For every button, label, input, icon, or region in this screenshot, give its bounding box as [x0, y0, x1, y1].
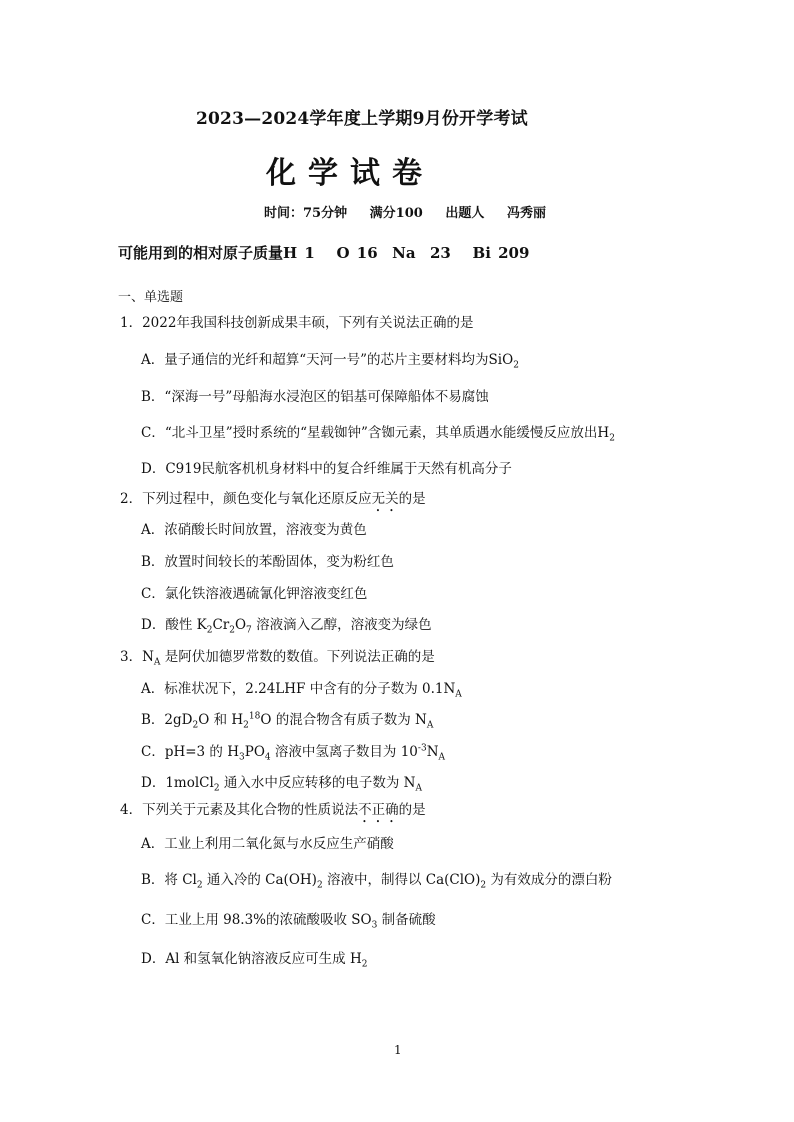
question-4-option-d: D．Al 和氢氧化钠溶液反应可生成 $H_2$: [141, 951, 368, 970]
question-4-option-a: A．工业上利用二氧化氮与水反应生产硝酸: [141, 836, 394, 852]
question-3-option-a: A．标准状况下，2.24LHF 中含有的分子数为 $0.1N_A$: [141, 681, 462, 700]
question-1-option-b: B．“深海一号”母船海水浸泡区的铝基可保障船体不易腐蚀: [141, 389, 489, 405]
question-2-option-b: B．放置时间较长的苯酚固体，变为粉红色: [141, 554, 394, 570]
question-1-option-d: D．C919民航客机机身材料中的复合纤维属于天然有机高分子: [141, 461, 512, 477]
question-3-option-b: B．$2gD_2O$ 和 $H_2^{18}O$ 的混合物含有质子数为 $N_A$: [141, 711, 434, 731]
page-number: 1: [394, 1043, 402, 1057]
question-2-option-a: A．浓硝酸长时间放置，溶液变为黄色: [141, 522, 367, 538]
emphasis-dots: 不正确: [358, 802, 399, 818]
question-3-option-c: C．pH=3 的 $H_3PO_4$ 溶液中氢离子数目为 $10^{-3}N_A$: [141, 743, 445, 763]
main-title: 化学试卷: [266, 156, 434, 191]
section-heading: 一、单选题: [118, 290, 184, 305]
question-4-stem: 4．下列关于元素及其化合物的性质说法不正确的是: [120, 802, 426, 818]
emphasis-dots: 无关: [371, 491, 399, 507]
question-2-stem: 2．下列过程中，颜色变化与氧化还原反应无关的是: [120, 491, 426, 507]
exam-info: 时间：75分钟 满分100 出题人 冯秀丽: [264, 206, 546, 221]
exam-title: 2023—2024学年度上学期9月份开学考试: [196, 109, 528, 129]
question-2-option-c: C．氯化铁溶液遇硫氰化钾溶液变红色: [141, 586, 368, 602]
question-3-option-d: D．1molCl$_2$ 通入水中反应转移的电子数为 $N_A$: [141, 775, 422, 794]
question-1-option-a: A．量子通信的光纤和超算“天河一号”的芯片主要材料均为SiO$_2$: [141, 352, 519, 371]
question-3-stem: 3．$N_A$ 是阿伏加德罗常数的数值。下列说法正确的是: [120, 649, 435, 668]
atomic-mass-line: 可能用到的相对原子质量H 1 O 16 Na 23 Bi 209: [118, 244, 530, 262]
question-4-option-b: B．将 $Cl_2$ 通入冷的 $Ca(OH)_2$ 溶液中，制得以 $Ca(ClO)_2$ 为有效成分的漂白粉: [141, 872, 612, 891]
question-1-stem: 1．2022年我国科技创新成果丰硕，下列有关说法正确的是: [120, 315, 474, 331]
question-1-option-c: C．“北斗卫星”授时系统的“星载铷钟”含铷元素，其单质遇水能缓慢反应放出$H_2$: [141, 425, 615, 444]
question-2-option-d: D．酸性 $K_2Cr_2O_7$ 溶液滴入乙醇，溶液变为绿色: [141, 617, 432, 636]
question-4-option-c: C．工业上用 98.3%的浓硫酸吸收 $SO_3$ 制备硫酸: [141, 912, 436, 931]
